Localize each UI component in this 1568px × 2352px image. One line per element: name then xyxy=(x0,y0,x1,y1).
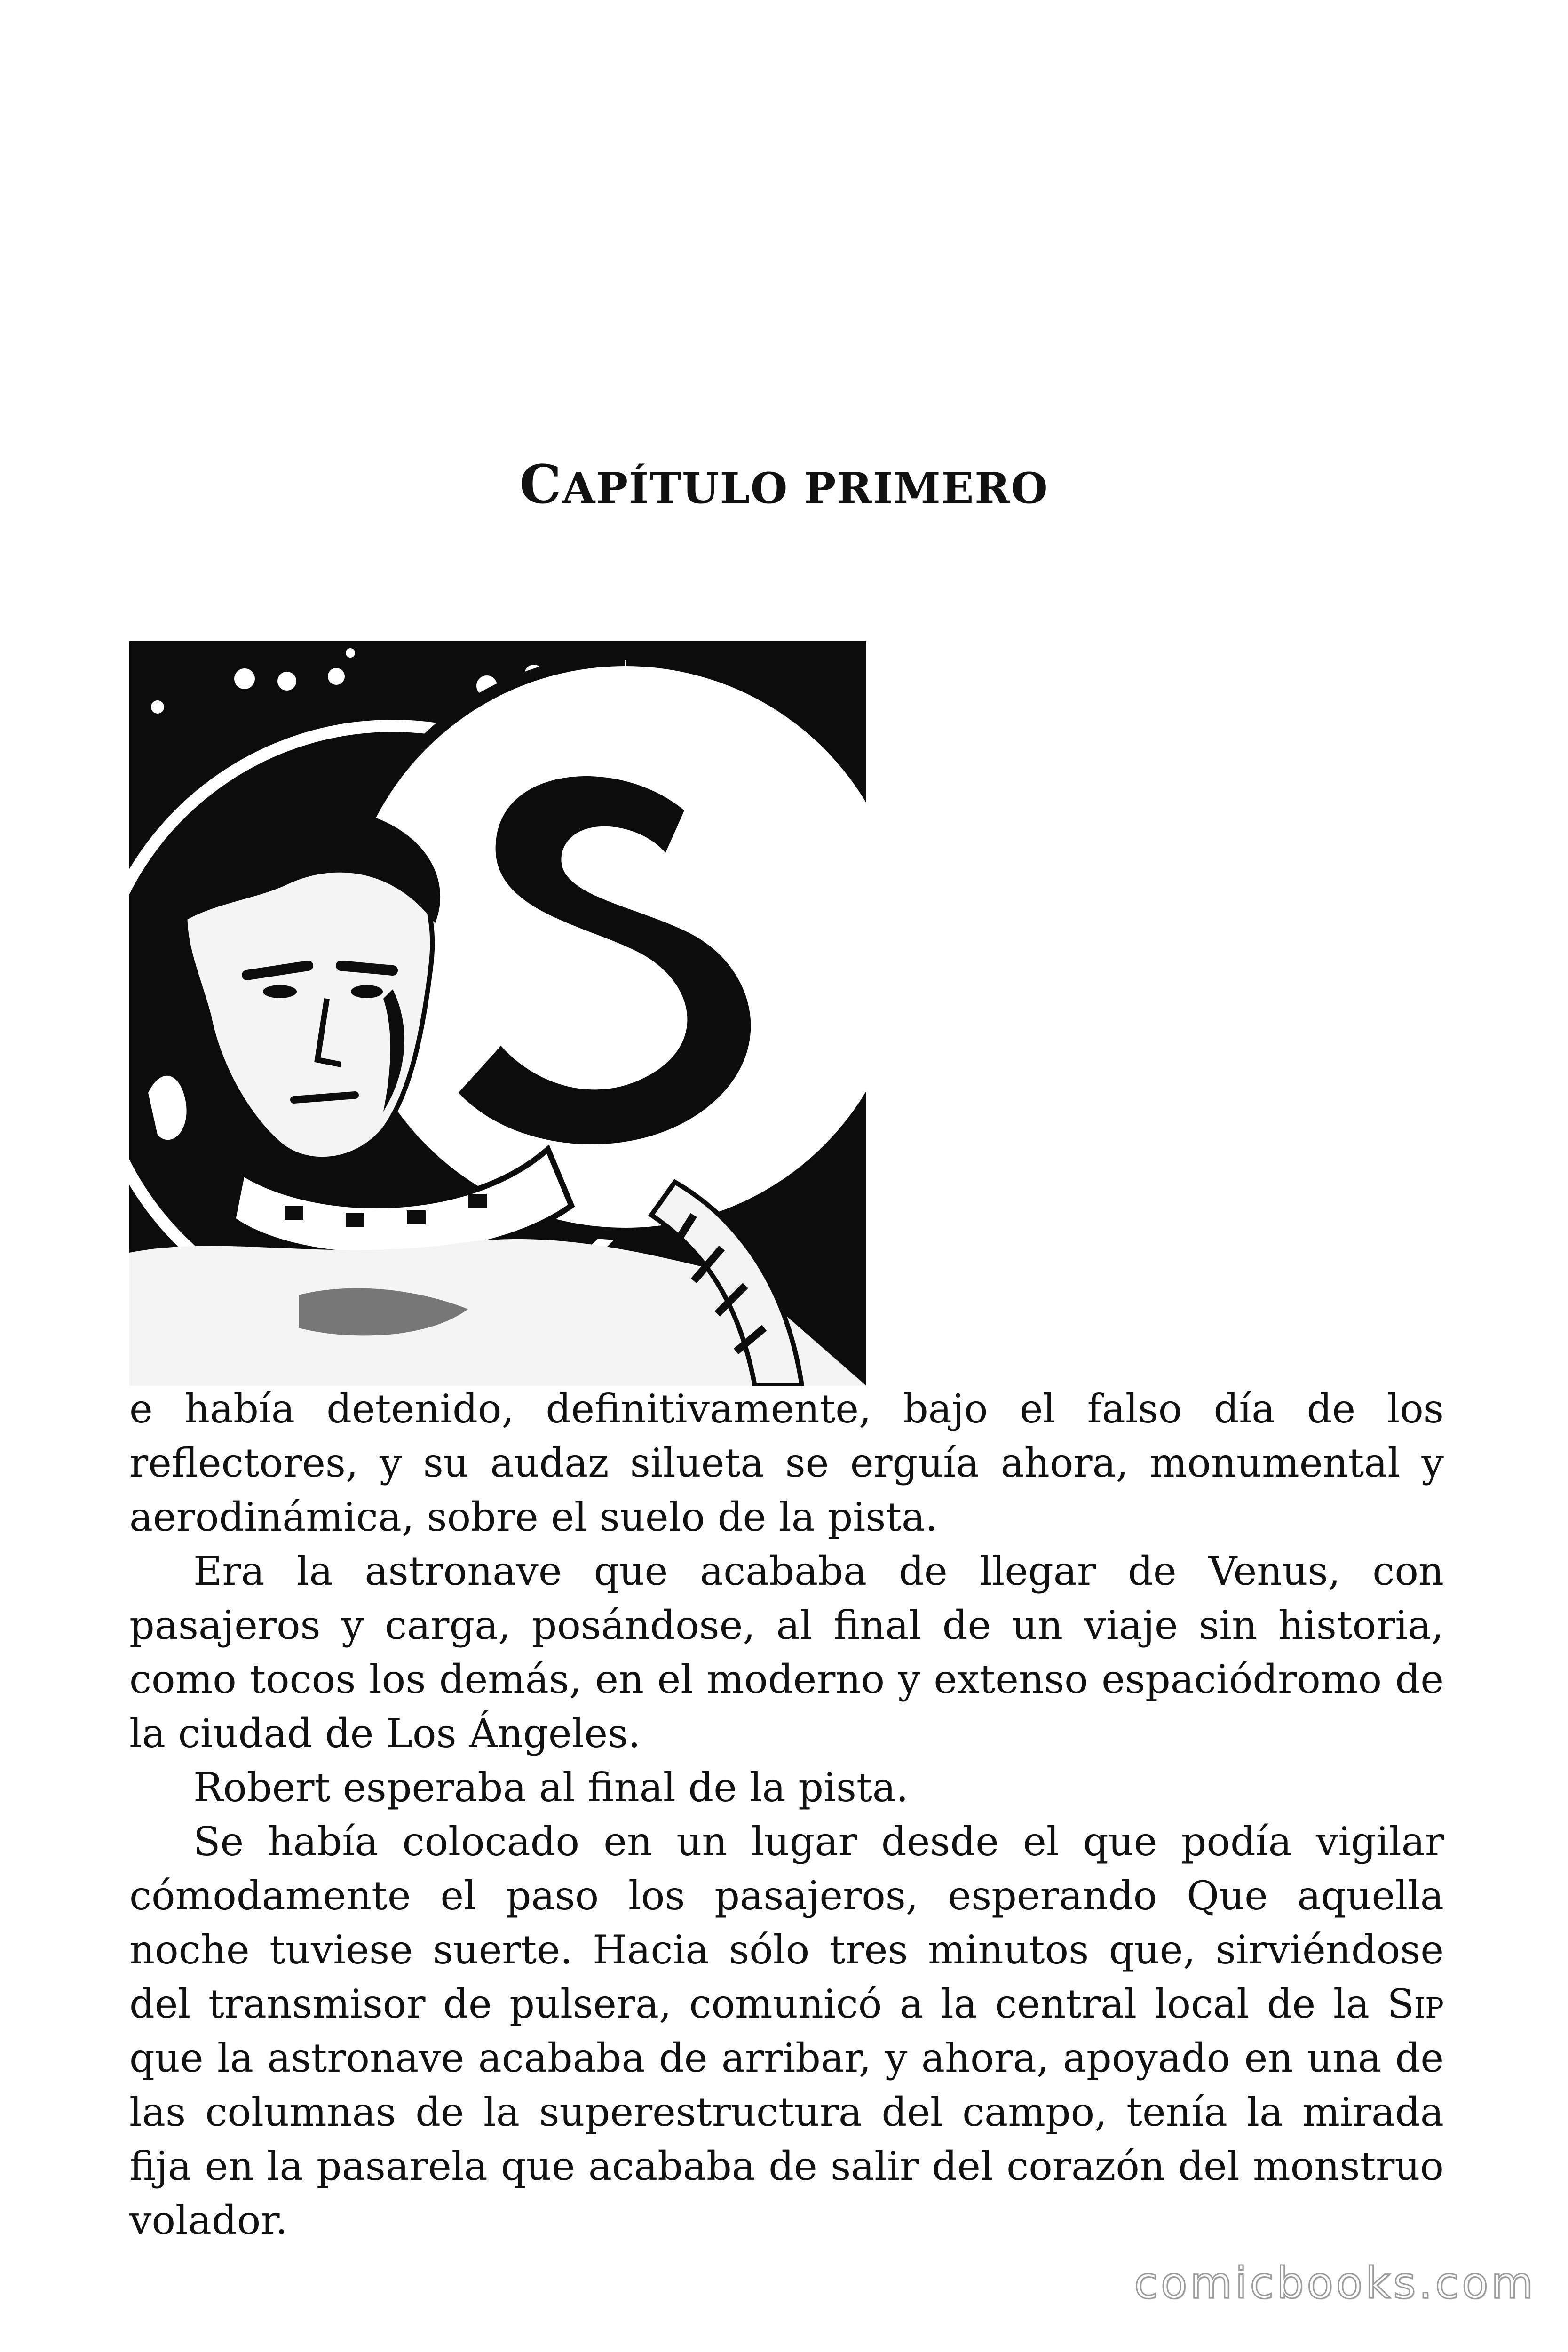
paragraph-1: e había detenido, definitivamente, bajo el falso día de los reflectores, y su audaz silueta se erguía ahora, monumental y aerodinámica, sobre el suelo de la pista. xyxy=(129,1386,1444,1540)
paragraph-4 xyxy=(129,1815,1444,2248)
drop-cap-illustration xyxy=(129,641,866,1386)
paragraph-4-part-1: Se había colocado en un lugar desde el que podía vigilar cómodamente el paso los pasajeros, esperando Que aquella noche tuviese suerte. Hacia sólo tres minutos que, sirviéndose del transmisor de pulsera, comunicó a la central local de la xyxy=(129,1819,1444,2027)
chapter-title-rest: APÍTULO PRIMERO xyxy=(562,463,1049,513)
watermark: comicbooks.com xyxy=(1134,2258,1536,2308)
astronaut-drop-cap-icon xyxy=(129,641,866,1386)
sip-acronym: Sip xyxy=(1387,1981,1444,2027)
chapter-title xyxy=(0,454,1568,516)
paragraph-4-part-2: que la astronave acababa de arribar, y ahora, apoyado en una de las columnas de la superestructura del campo, tenía la mirada fija en la pasarela que acababa de salir del corazón del monstruo volador. xyxy=(129,2035,1444,2243)
chapter-title-initial: C xyxy=(519,454,562,516)
chapter-body xyxy=(129,1382,1444,2248)
paragraph-3: Robert esperaba al final de la pista. xyxy=(193,1764,909,1811)
paragraph-2: Era la astronave que acababa de llegar de Venus, con pasajeros y carga, posándose, al final de un viaje sin historia, como tocos los demás, en el moderno y extenso espaciódromo de la ciudad de Los Ángeles. xyxy=(129,1548,1444,1756)
